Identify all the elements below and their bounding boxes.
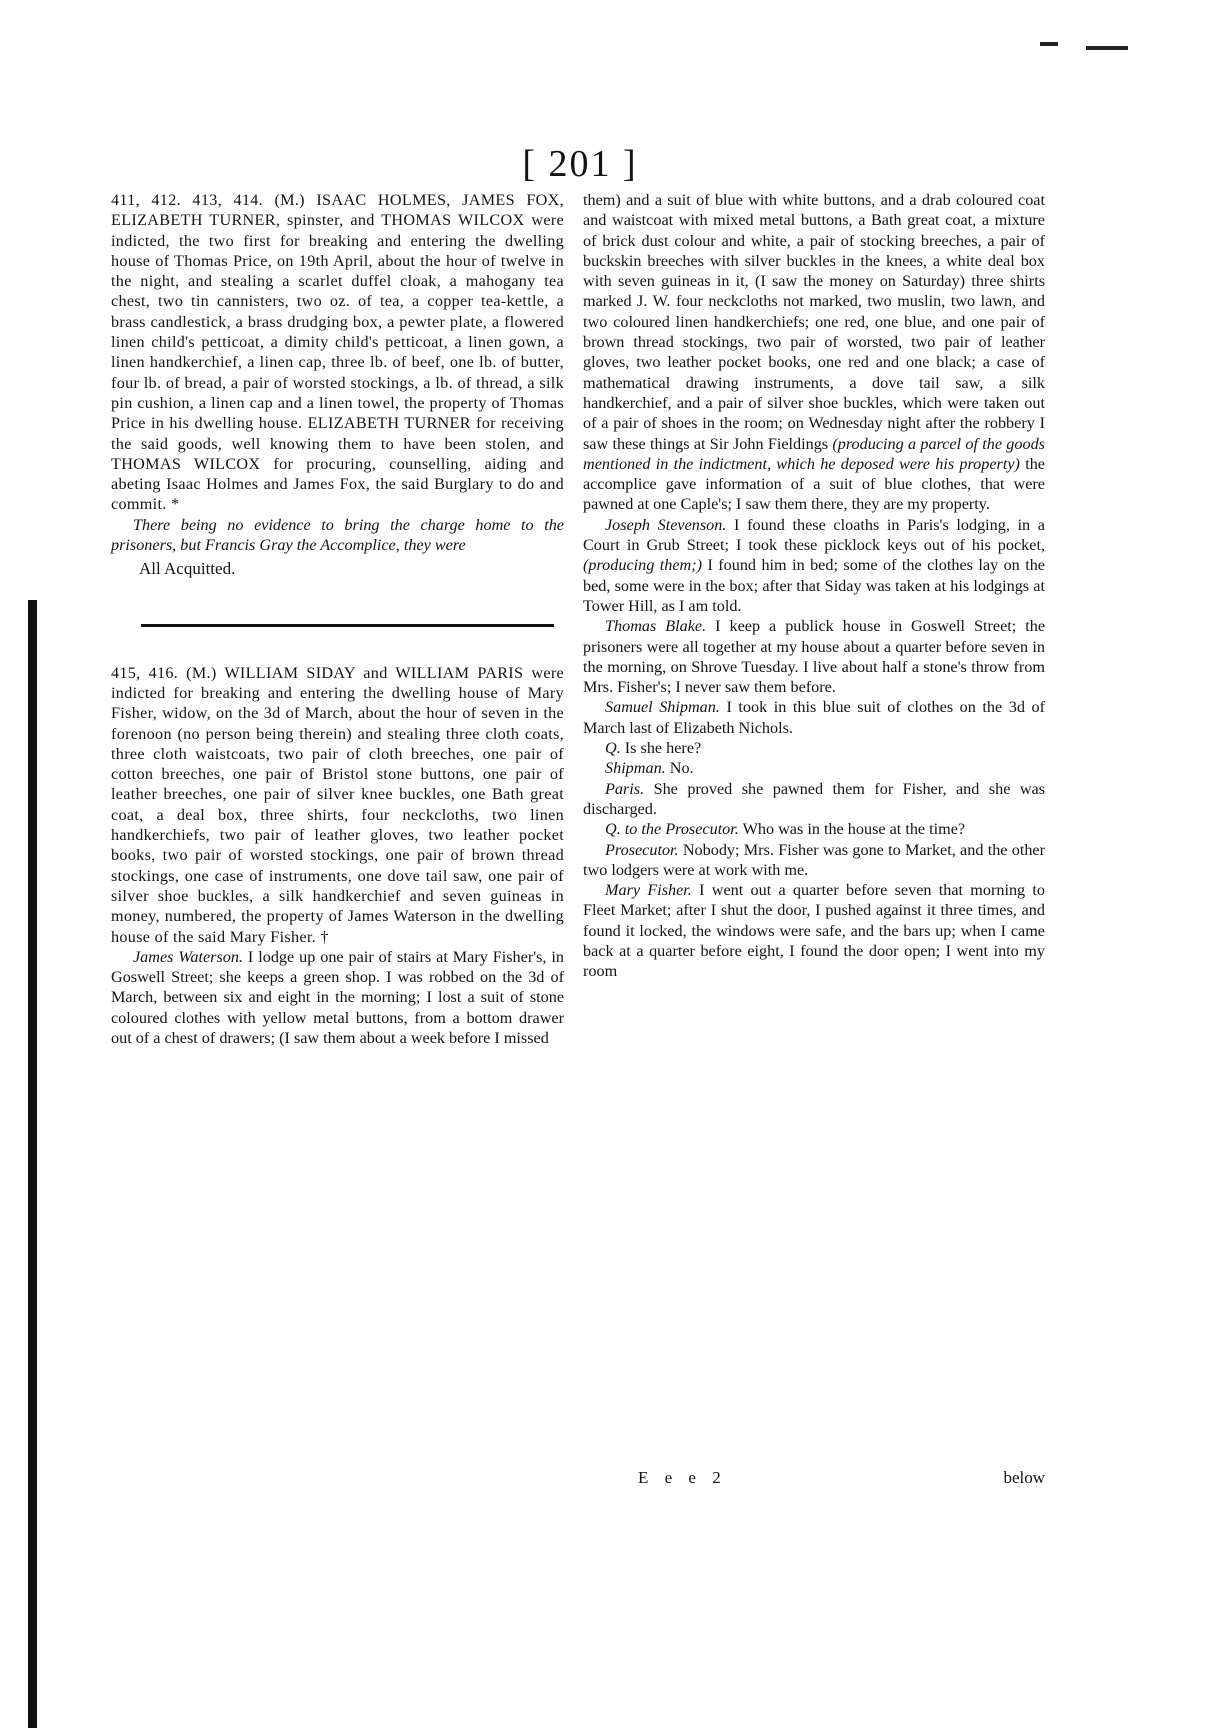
testimony-paragraph <box>583 697 1045 738</box>
scan-mark <box>1086 46 1128 50</box>
speaker-name: James Waterson. <box>133 947 243 966</box>
right-column <box>583 190 1045 982</box>
testimony-paragraph <box>111 947 564 1048</box>
speaker-name: Q. to the Prosecutor. <box>605 820 739 839</box>
speaker-name: Joseph Stevenson. <box>605 515 727 534</box>
testimony-text: Who was in the house at the time? <box>738 820 966 839</box>
stage-direction: (producing them;) <box>583 556 703 575</box>
case-verdict: All Acquitted. <box>139 559 236 579</box>
testimony-text: the accomplice gave information of a suit of blue clothes, that were pawned at one Caple's; I saw them there, they are my property. <box>583 454 1045 514</box>
page-edge-shadow <box>28 600 37 1728</box>
testimony-paragraph <box>583 515 1045 616</box>
testimony-text: I found these cloaths in Paris's lodging, in a Court in Grub Street; I took these picklock keys out of his pocket, <box>583 515 1045 555</box>
speaker-name: Shipman. <box>605 759 666 778</box>
testimony-text: I found him in bed; some of the clothes lay on the bed, some were in the box; after that Siday was taken at his lodgings at Tower Hill, as I am told. <box>583 556 1045 615</box>
scan-mark <box>1040 42 1058 46</box>
testimony-text: Is she here? <box>620 739 702 758</box>
testimony-text: I keep a publick house in Goswell Street; the prisoners were all together at my house about a quarter before seven in the morning, on Shrove Tuesday. I live about half a stone's throw from Mrs. Fisher's; I never saw them before. <box>583 617 1046 697</box>
testimony-paragraph <box>583 880 1045 981</box>
testimony-paragraph <box>583 190 1045 515</box>
testimony-text: No. <box>665 759 694 778</box>
signature-mark: E e e 2 <box>638 1468 727 1487</box>
catchword: below <box>1003 1468 1045 1487</box>
testimony-text: I lodge up one pair of stairs at Mary Fisher's, in Goswell Street; she keeps a green shop. I was robbed on the 3d of March, between six and eight in the morning; I lost a suit of stone coloured clothes with yellow metal buttons, from a bottom drawer out of a chest of drawers; (I saw them about a week before I missed <box>111 947 564 1047</box>
testimony-text: I took in this blue suit of clothes on the 3d of March last of Elizabeth Nichols. <box>583 698 1045 737</box>
testimony-text: them) and a suit of blue with white buttons, and a drab coloured coat and waistcoat with mixed metal buttons, a Bath great coat, a mixture of brick dust colour and white, a pair of stocking breeches, a pair of buckskin breeches with silver buckles in the knees, a white deal box with seven guineas in it, (I saw the money on Saturday) three shirts marked J. W. four neckcloths not marked, two muslin, two lawn, and two coloured linen handkerchiefs; one red, one blue, and one pair of brown thread stockings, two pair of worsted, two pair of leather gloves, two leather pocket books, one red and one black; a case of mathematical drawing instruments, a dove tail saw, a silk handkerchief, and a pair of silver shoe buckles, which were taken out of a pair of shoes in the room; on Wednesday night after the robbery I saw these things at Sir John Fieldings <box>583 191 1045 453</box>
section-rule <box>141 624 554 627</box>
case-paragraph: 415, 416. (M.) WILLIAM SIDAY and WILLIAM PARIS were indicted for breaking and entering the dwelling house of Mary Fisher, widow, on the 3d of March, about the hour of seven in the forenoon (no person being therein) and stealing three cloth coats, three cloth waistcoats, two pair of cloth breeches, one pair of cotton breeches, one pair of Bristol stone buttons, one pair of leather breeches, one pair of silver knee buckles, one Bath great coat, a deal box, three shirts, four neckcloths, two linen handkerchiefs, two pair of leather gloves, two leather pocket books, two pair of worsted stockings, one pair of brown thread stockings, one case of instruments, one dove tail saw, one pair of silver shoe buckles, a silk handkerchief and seven guineas in money, numbered, the property of James Waterson in the dwelling house of the said Mary Fisher. † <box>111 663 564 946</box>
testimony-paragraph <box>583 840 1045 881</box>
speaker-name: Thomas Blake. <box>605 617 707 636</box>
case-note: There being no evidence to bring the charge home to the prisoners, but Francis Gray the Accomplice, they were <box>111 515 564 555</box>
testimony-paragraph <box>583 819 1045 839</box>
speaker-name: Samuel Shipman. <box>605 698 720 717</box>
testimony-text: Nobody; Mrs. Fisher was gone to Market, and the other two lodgers were at work with me. <box>583 840 1045 879</box>
testimony-text: She proved she pawned them for Fisher, and she was discharged. <box>583 779 1045 818</box>
speaker-name: Prosecutor. <box>605 840 679 859</box>
speaker-name: Mary Fisher. <box>605 881 692 900</box>
testimony-paragraph <box>583 738 1045 758</box>
testimony-text: I went out a quarter before seven that morning to Fleet Market; after I shut the door, I pushed against it three times, and found it locked, the windows were safe, and the bars up; when I came back at a quarter before eight, I found the door open; I went into my room <box>583 881 1045 981</box>
stage-direction: (producing a parcel of the goods mentioned in the indictment, which he deposed were his property) <box>583 434 1045 473</box>
case-paragraph: 411, 412. 413, 414. (M.) ISAAC HOLMES, JAMES FOX, ELIZABETH TURNER, spinster, and THOMAS WILCOX were indicted, the two first for breaking and entering the dwelling house of Thomas Price, on 19th April, about the hour of twelve in the night, and stealing a scarlet duffel cloak, a mahogany tea chest, two tin cannisters, two oz. of tea, a copper tea-kettle, a brass candlestick, a brass drudging box, a pewter plate, a flowered linen child's petticoat, a dimity child's petticoat, a linen gown, a linen handkerchief, a linen cap, three lb. of beef, one lb. of butter, four lb. of bread, a pair of worsted stockings, a lb. of thread, a silk pin cushion, a linen cap and a linen towel, the property of Thomas Price in his dwelling house. ELIZABETH TURNER for receiving the said goods, well knowing them to have been stolen, and THOMAS WILCOX for procuring, counselling, aiding and abeting Isaac Holmes and James Fox, the said Burglary to do and commit. * <box>111 191 564 514</box>
testimony-paragraph <box>583 779 1045 820</box>
left-column <box>111 190 564 1048</box>
testimony-paragraph <box>583 758 1045 778</box>
testimony-paragraph <box>583 616 1045 697</box>
speaker-name: Paris. <box>605 779 645 798</box>
speaker-name: Q. <box>605 739 621 758</box>
page-number: [ 201 ] <box>522 143 638 185</box>
